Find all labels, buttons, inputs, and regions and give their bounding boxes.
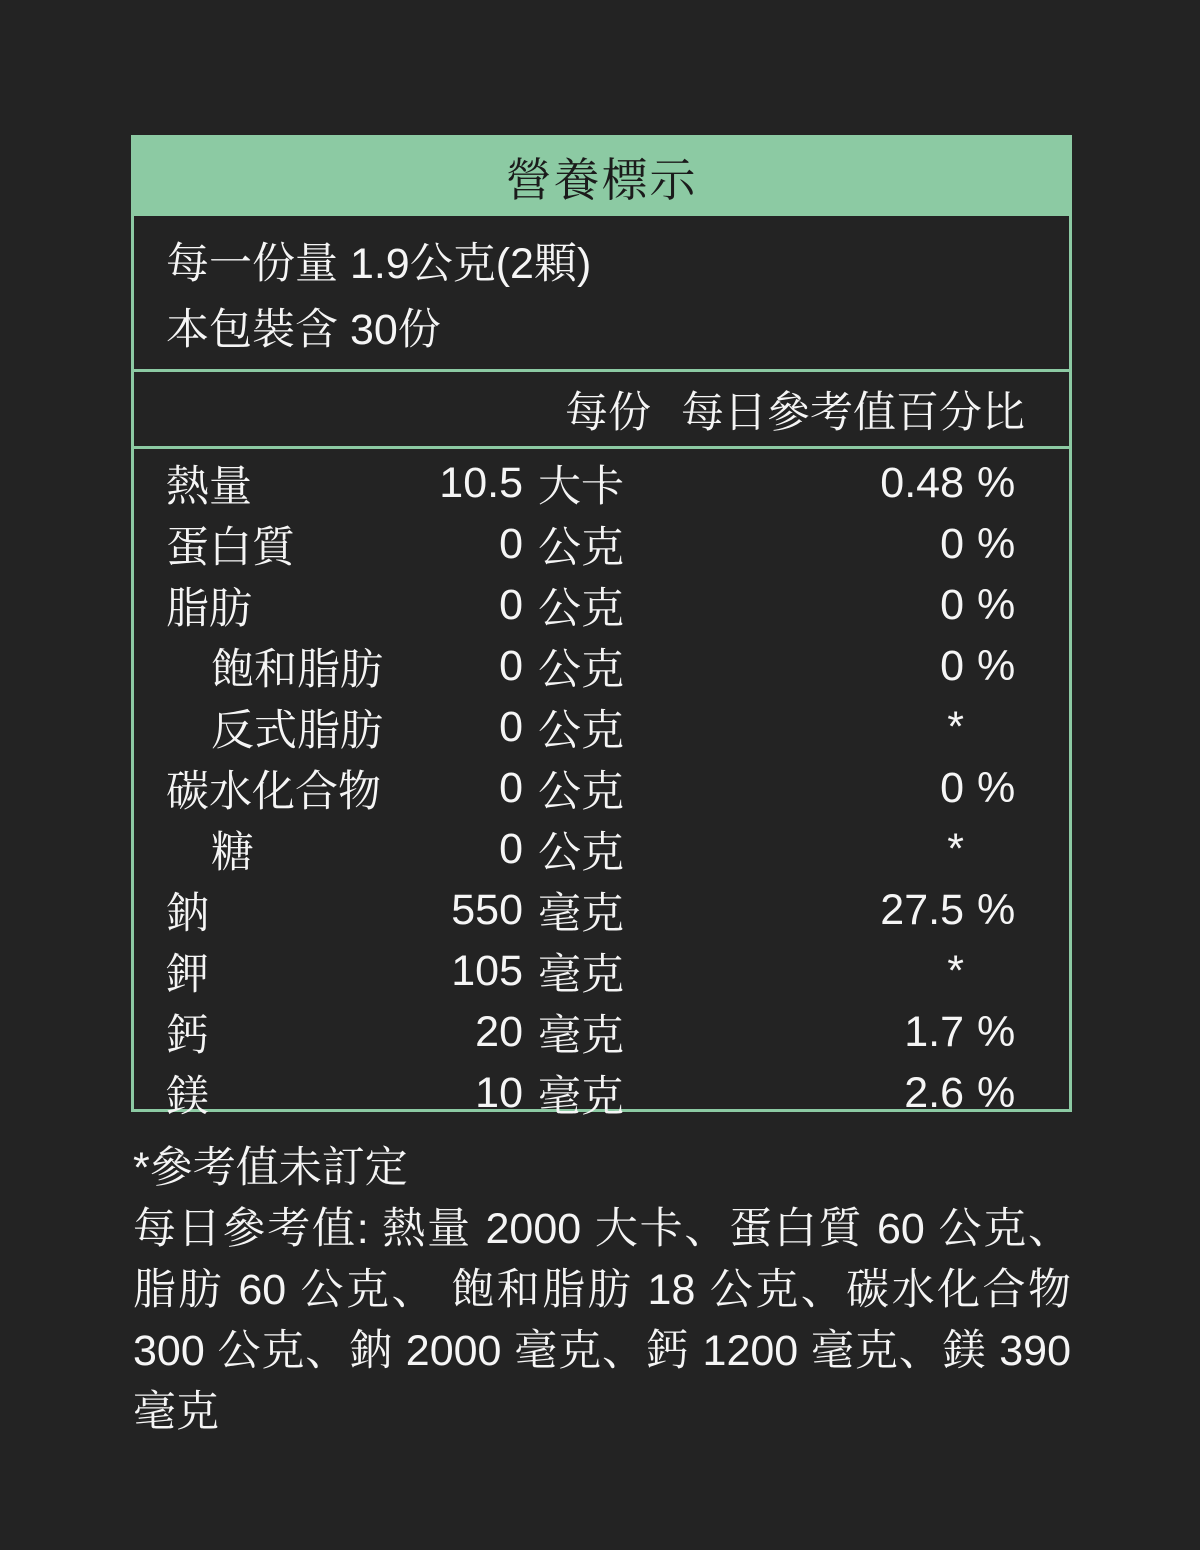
table-row xyxy=(134,1002,1069,1063)
daily-value-percent: 2.6 xyxy=(904,1069,964,1117)
percent-sign: % xyxy=(977,520,1016,568)
nutrient-name: 鉀 xyxy=(166,951,209,999)
table-row xyxy=(134,575,1069,636)
nutrient-name: 鈣 xyxy=(166,1012,209,1060)
amount-value: 0 xyxy=(499,703,523,751)
nutrient-name: 蛋白質 xyxy=(166,524,295,572)
nutrient-name: 脂肪 xyxy=(166,585,252,633)
daily-value-cell xyxy=(648,642,1025,691)
percent-sign: % xyxy=(977,459,1016,507)
nutrient-name: 反式脂肪 xyxy=(211,707,383,755)
daily-value-percent: * xyxy=(947,825,964,873)
nutrient-name: 鈉 xyxy=(166,890,209,938)
daily-value-cell xyxy=(648,947,1025,996)
amount-value: 0 xyxy=(499,825,523,873)
footnotes xyxy=(133,1138,1071,1443)
percent-sign: % xyxy=(977,581,1016,629)
amount-unit: 公克 xyxy=(538,768,624,816)
serving-info-section xyxy=(134,216,1069,372)
amount-unit: 毫克 xyxy=(538,951,624,999)
amount-value: 10 xyxy=(475,1069,523,1117)
daily-value-percent: 27.5 xyxy=(880,886,964,934)
table-row xyxy=(134,636,1069,697)
daily-value-cell xyxy=(648,581,1025,630)
column-header-row xyxy=(134,372,1069,449)
servings-per-package-line: 本包裝含 30份 xyxy=(166,305,441,354)
nutrient-name: 熱量 xyxy=(166,463,252,511)
table-row xyxy=(134,453,1069,514)
table-row xyxy=(134,819,1069,880)
amount-value: 0 xyxy=(499,581,523,629)
amount-value: 10.5 xyxy=(439,459,523,507)
daily-value-cell xyxy=(648,1008,1025,1057)
daily-value-percent: 0 xyxy=(940,520,964,568)
table-row xyxy=(134,758,1069,819)
amount-value: 0 xyxy=(499,520,523,568)
table-row xyxy=(134,941,1069,1002)
percent-sign: % xyxy=(977,1069,1016,1117)
daily-value-cell xyxy=(648,1069,1025,1118)
table-row xyxy=(134,1063,1069,1124)
daily-value-cell xyxy=(648,459,1025,508)
amount-unit: 公克 xyxy=(538,646,624,694)
daily-value-percent: 0 xyxy=(940,764,964,812)
daily-value-percent: 1.7 xyxy=(904,1008,964,1056)
amount-unit: 公克 xyxy=(538,829,624,877)
daily-value-percent: 0.48 xyxy=(880,459,964,507)
daily-value-header: 每日參考值百分比 xyxy=(681,388,1025,437)
daily-value-percent: * xyxy=(947,703,964,751)
per-serving-header: 每份 xyxy=(565,388,651,437)
nutrient-name: 飽和脂肪 xyxy=(211,646,383,694)
nutrient-name: 鎂 xyxy=(166,1073,209,1121)
amount-value: 105 xyxy=(451,947,523,995)
daily-value-cell xyxy=(648,703,1025,752)
table-row xyxy=(134,697,1069,758)
daily-value-cell xyxy=(648,886,1025,935)
amount-unit: 大卡 xyxy=(538,463,624,511)
amount-value: 550 xyxy=(451,886,523,934)
table-row xyxy=(134,514,1069,575)
percent-sign: % xyxy=(977,764,1016,812)
label-title: 營養標示 xyxy=(505,154,698,206)
percent-sign: % xyxy=(977,1008,1016,1056)
nutrient-name: 碳水化合物 xyxy=(166,768,381,816)
serving-size-line: 每一份量 1.9公克(2顆) xyxy=(166,239,592,288)
amount-value: 0 xyxy=(499,642,523,690)
percent-sign: % xyxy=(977,642,1016,690)
daily-reference-note: 每日參考值: 熱量 2000 大卡、蛋白質 60 公克、脂肪 60 公克、 飽和脂肪 18 公克、碳水化合物 300 公克、鈉 2000 毫克、鈣 1200 毫克、鎂 390 毫克 xyxy=(133,1205,1071,1436)
daily-value-percent: 0 xyxy=(940,642,964,690)
amount-value: 0 xyxy=(499,764,523,812)
amount-value: 20 xyxy=(475,1008,523,1056)
asterisk-note: *參考值未訂定 xyxy=(133,1144,408,1192)
daily-value-percent: 0 xyxy=(940,581,964,629)
daily-value-cell xyxy=(648,520,1025,569)
nutrient-rows xyxy=(134,449,1069,1130)
daily-value-cell xyxy=(648,825,1025,874)
amount-unit: 公克 xyxy=(538,585,624,633)
amount-unit: 公克 xyxy=(538,524,624,572)
title-bar xyxy=(134,138,1069,216)
daily-value-cell xyxy=(648,764,1025,813)
table-row xyxy=(134,880,1069,941)
nutrient-name: 糖 xyxy=(211,829,254,877)
amount-unit: 毫克 xyxy=(538,1073,624,1121)
nutrition-table xyxy=(131,135,1072,1121)
amount-unit: 毫克 xyxy=(538,1012,624,1060)
amount-unit: 毫克 xyxy=(538,890,624,938)
amount-unit: 公克 xyxy=(538,707,624,755)
daily-value-percent: * xyxy=(947,947,964,995)
percent-sign: % xyxy=(977,886,1016,934)
